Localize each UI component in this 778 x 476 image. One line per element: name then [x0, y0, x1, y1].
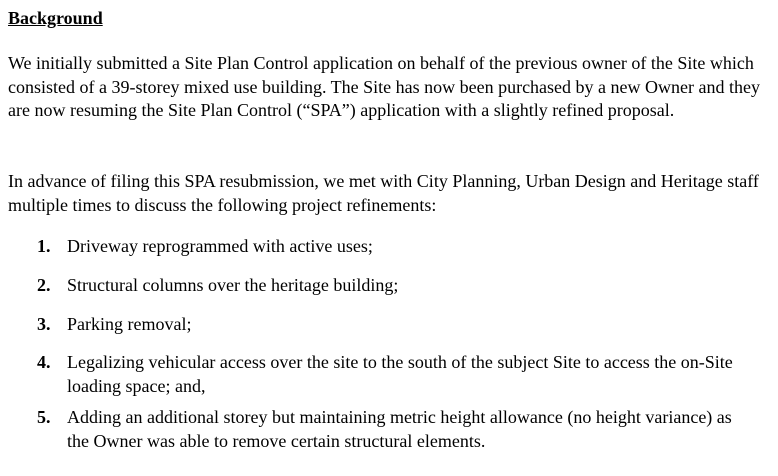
section-heading: Background [8, 8, 103, 28]
list-item-text: Legalizing vehicular access over the site to the south of the subject Site to access the on-Site loading space; and, [67, 352, 733, 396]
list-item-text: Driveway reprogrammed with active uses; [67, 236, 373, 256]
meeting-paragraph: In advance of filing this SPA resubmission, we met with City Planning, Urban Design and Heritage staff multiple times to discuss the following project refinements: [8, 171, 759, 215]
list-item-text: Adding an additional storey but maintaining metric height allowance (no height variance) as the Owner was able to remove certain structural elements. [67, 407, 732, 451]
list-item-text: Structural columns over the heritage building; [67, 275, 399, 295]
list-item-number: 1. [37, 236, 51, 256]
list-item-text: Parking removal; [67, 314, 192, 334]
intro-paragraph: We initially submitted a Site Plan Control application on behalf of the previous owner of the Site which consisted of a 39-storey mixed use building. The Site has now been purchased by a new Owner and they are now resuming the Site Plan Control (“SPA”) application with a slightly refined proposal. [8, 53, 760, 120]
list-item-number: 5. [37, 407, 51, 427]
list-item-number: 2. [37, 275, 51, 295]
list-item-number: 3. [37, 314, 51, 334]
list-item-number: 4. [37, 352, 51, 372]
